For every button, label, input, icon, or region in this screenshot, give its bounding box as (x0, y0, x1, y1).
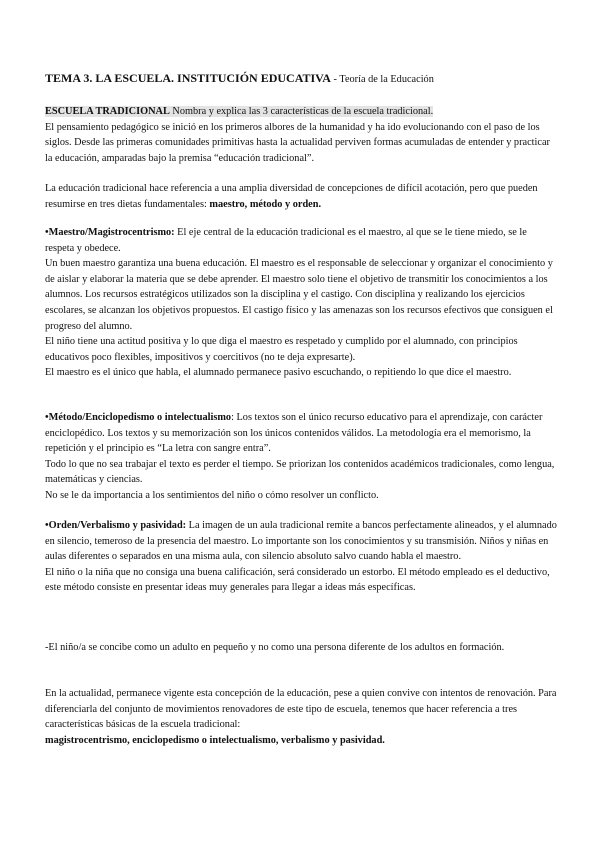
intro-highlight (45, 106, 433, 117)
title-subject: Teoría de la Educación (339, 74, 434, 85)
orden-line: La imagen de un aula tradicional remite a bancos perfectamente alineados, y el alumnado en silencio, temeroso de la presencia del maestro. Lo importante son los conocimientos y su transmisión. Niños y niñas en aulas diferentes o separados en una misma aula, con silencio absoluto salvo cuando habla el maestro. (45, 520, 557, 563)
maestro-line: El niño tiene una actitud positiva y lo que diga el maestro es respetado y cumplido por el alumnado, con principios educativos poco flexibles, impositivos y coercitivos (no te deja expresarte). (45, 336, 518, 363)
metodo-heading: •Método/Enciclopedismo o intelectualismo (45, 412, 232, 423)
title-separator: - (330, 74, 340, 85)
intro-text: El pensamiento pedagógico se inició en los primeros albores de la humanidad y ha ido evolucionando con el paso de los siglos. Desde las primeras comunidades primitivas hasta la actualidad perviven formas acumuladas de entender y practicar la educación, amparadas bajo la premisa “educación tradicional”. (45, 121, 550, 164)
orden-section (45, 518, 557, 596)
maestro-section (45, 225, 557, 381)
metodo-line: Todo lo que no sea trabajar el texto es perder el tiempo. Se priorizan los contenidos académicos tradicionales, como lengua, matemáticas y ciencias. (45, 458, 555, 486)
orden-heading: •Orden/Verbalismo y pasividad: (45, 520, 187, 531)
page-title (45, 71, 557, 88)
definition-text: La educación tradicional hace referencia a una amplia diversidad de concepciones de difícil acotación, pero que pueden resumirse en tres dietas fundamentales: (45, 183, 538, 210)
actualidad-text: En la actualidad, permanece vigente esta concepción de la educación, pese a quien convive con intentos de renovación. Para diferenciarla del conjunto de movimientos renovadores de este tipo de escuela, tenemos que hacer referencia a tres características básicas de la escuela tradicional: (45, 688, 557, 731)
nino-paragraph (45, 640, 557, 656)
nino-text: -El niño/a se concibe como un adulto en pequeño y no como una persona diferente de los adultos en formación. (45, 642, 505, 653)
intro-prompt: Nombra y explica las 3 características de la escuela tradicional. (169, 106, 434, 117)
metodo-line: : Los textos son el único recurso educativo para el aprendizaje, con carácter enciclopédico. Los textos y su memorización son los únicos contenidos válidos. La metodología era el memorismo, la repetición y el principio es “La letra con sangre entra”. (45, 412, 543, 455)
maestro-line: El maestro es el único que habla, el alumnado permanece pasivo escuchando, o repitiendo lo que dice el maestro. (45, 367, 512, 379)
actualidad-bold: magistrocentrismo, enciclopedismo o intelectualismo, verbalismo y pasividad. (45, 734, 385, 746)
maestro-heading: •Maestro/Magistrocentrismo: (45, 227, 175, 238)
intro-paragraph (45, 104, 557, 166)
maestro-line: Un buen maestro garantiza una buena educación. El maestro es el responsable de seleccionar y organizar el conocimiento y de aislar y elaborar la materia que se debe aprender. El maestro solo tiene el objetivo de transmitir los conocimientos a los alumnos. Los recursos estratégicos utilizados son la disciplina y el castigo. Con disciplina y realizando los ejercicios escolares, se alcanzan los objetivos propuestos. El castigo físico y las amenazas son los recursos efectivos que consiguen el progreso del alumno. (45, 258, 553, 332)
maestro-line: El eje central de la educación tradicional es el maestro, al que se le tiene miedo, se le respeta y obedece. (45, 227, 527, 254)
title-main: TEMA 3. LA ESCUELA. INSTITUCIÓN EDUCATIVA (45, 71, 331, 85)
orden-line: El niño o la niña que no consiga una buena calificación, será considerado un estorbo. El método empleado es el deductivo, este método consiste en presentar ideas muy generales para llegar a ideas más específicas. (45, 566, 550, 594)
metodo-line: No se le da importancia a los sentimientos del niño o cómo resolver un conflicto. (45, 489, 379, 501)
actualidad-paragraph (45, 686, 557, 748)
intro-heading: ESCUELA TRADICIONAL (45, 106, 170, 117)
definition-paragraph (45, 181, 557, 212)
metodo-section (45, 410, 557, 504)
definition-bold: maestro, método y orden. (209, 198, 322, 210)
